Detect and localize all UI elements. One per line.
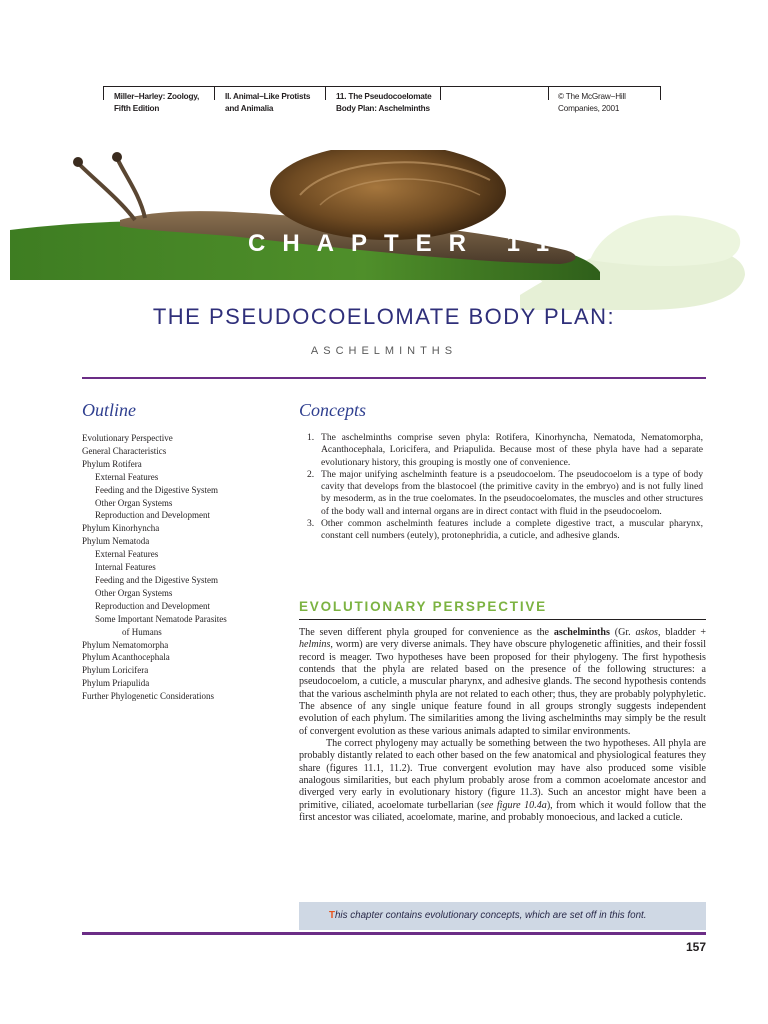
outline-item: Phylum Loricifera [82, 665, 149, 676]
header-book-line2: Fifth Edition [114, 104, 160, 113]
text-run: The correct phylogeny may actually be something between the two hypotheses. All phyla are probably distantly related to each other based on the few anatomical and physiological features they share (figures 11.1, 11.2). True convergent evolution may have also produced some visible analogous similarities, but each phylum probably arose from a common acoelomate ancestor and diverged very early in evolutionary history (figure 11.3). Such an ancestor might have been a primitive, ciliated, acoelomate turbellarian ( [299, 738, 706, 811]
concept-item [299, 432, 703, 469]
outline-item: Phylum Acanthocephala [82, 652, 170, 663]
header-book-line1: Miller−Harley: Zoology, [114, 92, 200, 101]
note-initial: T [329, 910, 335, 921]
outline-subitem-continuation: of Humans [122, 626, 162, 637]
text-run: The seven different phyla grouped for convenience as the [299, 627, 554, 638]
snail-tentacle [118, 160, 145, 218]
text-run: , bladder + [657, 627, 707, 638]
text-run: ), from which it would follow that the first ancestor was ciliated, acoelomate, marine, and probably monoecious, and lacked a cuticle. [299, 799, 706, 824]
outline-heading: Outline [82, 400, 136, 420]
outline-item: Phylum Nematomorpha [82, 639, 169, 650]
concept-number: 3. [307, 518, 315, 530]
outline-subitem: External Features [95, 471, 159, 482]
note-text [329, 910, 646, 921]
outline-subitem: Reproduction and Development [95, 510, 210, 521]
header-chapter [336, 91, 432, 115]
body-text [299, 627, 706, 825]
etymology-term: askos [635, 627, 658, 638]
header-part-line1: II. Animal−Like Protists [225, 92, 311, 101]
section-rule [299, 619, 706, 620]
running-header [103, 86, 661, 117]
outline-item: Further Phylogenetic Considerations [82, 691, 214, 702]
header-divider [548, 87, 549, 100]
etymology-term: helmins [299, 639, 331, 651]
header-divider [103, 87, 104, 100]
concepts-list [299, 432, 703, 543]
chapter-subtitle: ASCHELMINTHS [310, 345, 458, 357]
outline-subitem: Other Organ Systems [95, 497, 173, 508]
header-copyright [558, 91, 626, 115]
header-copyright-line2: Companies, 2001 [558, 104, 620, 113]
header-divider [214, 87, 215, 100]
outline-list [82, 432, 282, 703]
outline-subitem-text: Some Important Nematode Parasites [95, 613, 227, 624]
header-part-line2: and Animalia [225, 104, 274, 113]
chapter-title: THE PSEUDOCOELOMATE BODY PLAN: [152, 304, 616, 329]
outline-item: Phylum Priapulida [82, 678, 150, 689]
outline-subitem: Feeding and the Digestive System [95, 484, 218, 495]
concept-text: The aschelminths comprise seven phyla: Rotifera, Kinorhyncha, Nematoda, Nematomorpha, Acanthocephala, Loricifera, and Priapulida. Because most of these phyla have had a separate evolutionary history, this grouping is mostly one of convenience. [321, 432, 703, 468]
outline-subitem: Internal Features [95, 562, 156, 573]
text-run: , worm) are very diverse animals. They have obscure phylogenetic affinities, and their fossil record is meager. Two hypotheses have been proposed for their phylogeny. The first hypothesis contends that the phyla are related based on the presence of the following structures: a pseudocoelom, a cuticle, a muscular pharynx, and adhesive glands. The second hypothesis contends that the various aschelminth phyla are not related to each other; thus, they are probably polyphyletic. The absence of any single unique feature found in all groups strongly suggests independent evolution of each phylum. The similarities among the living aschelminths may simply be the result of convergent evolution as these various animals adapted to similar environments. [299, 639, 706, 737]
paragraph [299, 738, 706, 824]
concept-text: Other common aschelminth features include a complete digestive tract, a muscular pharynx, constant cell numbers (eutely), protonephridia, a cuticle, and adhesive glands. [321, 518, 703, 542]
outline-subitem: Feeding and the Digestive System [95, 574, 218, 585]
page-number: 157 [685, 940, 706, 954]
outline-subitem: Reproduction and Development [95, 600, 210, 611]
text-run: (Gr. [609, 627, 636, 638]
outline-subitem: Other Organ Systems [95, 587, 173, 598]
paragraph [299, 627, 706, 738]
concept-number: 1. [307, 432, 315, 443]
header-chapter-line1: 11. The Pseudocoelomate [336, 92, 432, 101]
header-part [225, 91, 310, 115]
chapter-label: CHAPTER 11 [248, 230, 567, 257]
key-term: aschelminths [553, 627, 610, 638]
figure-reference: see figure 10.4a [480, 799, 547, 811]
evolutionary-note-box [299, 902, 706, 930]
header-copyright-line1: © The McGraw−Hill [558, 92, 626, 101]
outline-subitem: External Features [95, 549, 159, 560]
outline-subitem [82, 613, 282, 639]
concept-number: 2. [307, 468, 315, 480]
outline-item: Evolutionary Perspective [82, 433, 173, 443]
header-chapter-line2: Body Plan: Aschelminths [336, 104, 430, 113]
header-divider [660, 87, 661, 100]
header-divider [325, 87, 326, 100]
outline-item: Phylum Nematoda [82, 536, 150, 547]
header-divider [440, 87, 441, 100]
section-heading: EVOLUTIONARY PERSPECTIVE [299, 599, 547, 614]
note-rest: his chapter contains evolutionary concepts, which are set off in this font. [334, 910, 647, 921]
concept-item [299, 469, 703, 518]
header-book [114, 91, 199, 115]
outline-item: General Characteristics [82, 445, 167, 456]
concepts-heading: Concepts [299, 400, 366, 420]
title-divider [82, 377, 706, 379]
footer-divider [82, 932, 706, 935]
outline-item: Phylum Rotifera [82, 458, 142, 469]
concept-item [299, 518, 703, 543]
outline-item: Phylum Kinorhyncha [82, 523, 160, 534]
concept-text: The major unifying aschelminth feature is a pseudocoelom. The pseudocoelom is a type of body cavity that develops from the blastocoel (the primitive cavity in the embryo) and is not fully lined by mesoderm, as in the true coelomates. In the pseudocoelomates, the muscles and other structures of the body wall and internal organs are in direct contact with fluid in the pseudocoelom. [321, 468, 703, 517]
